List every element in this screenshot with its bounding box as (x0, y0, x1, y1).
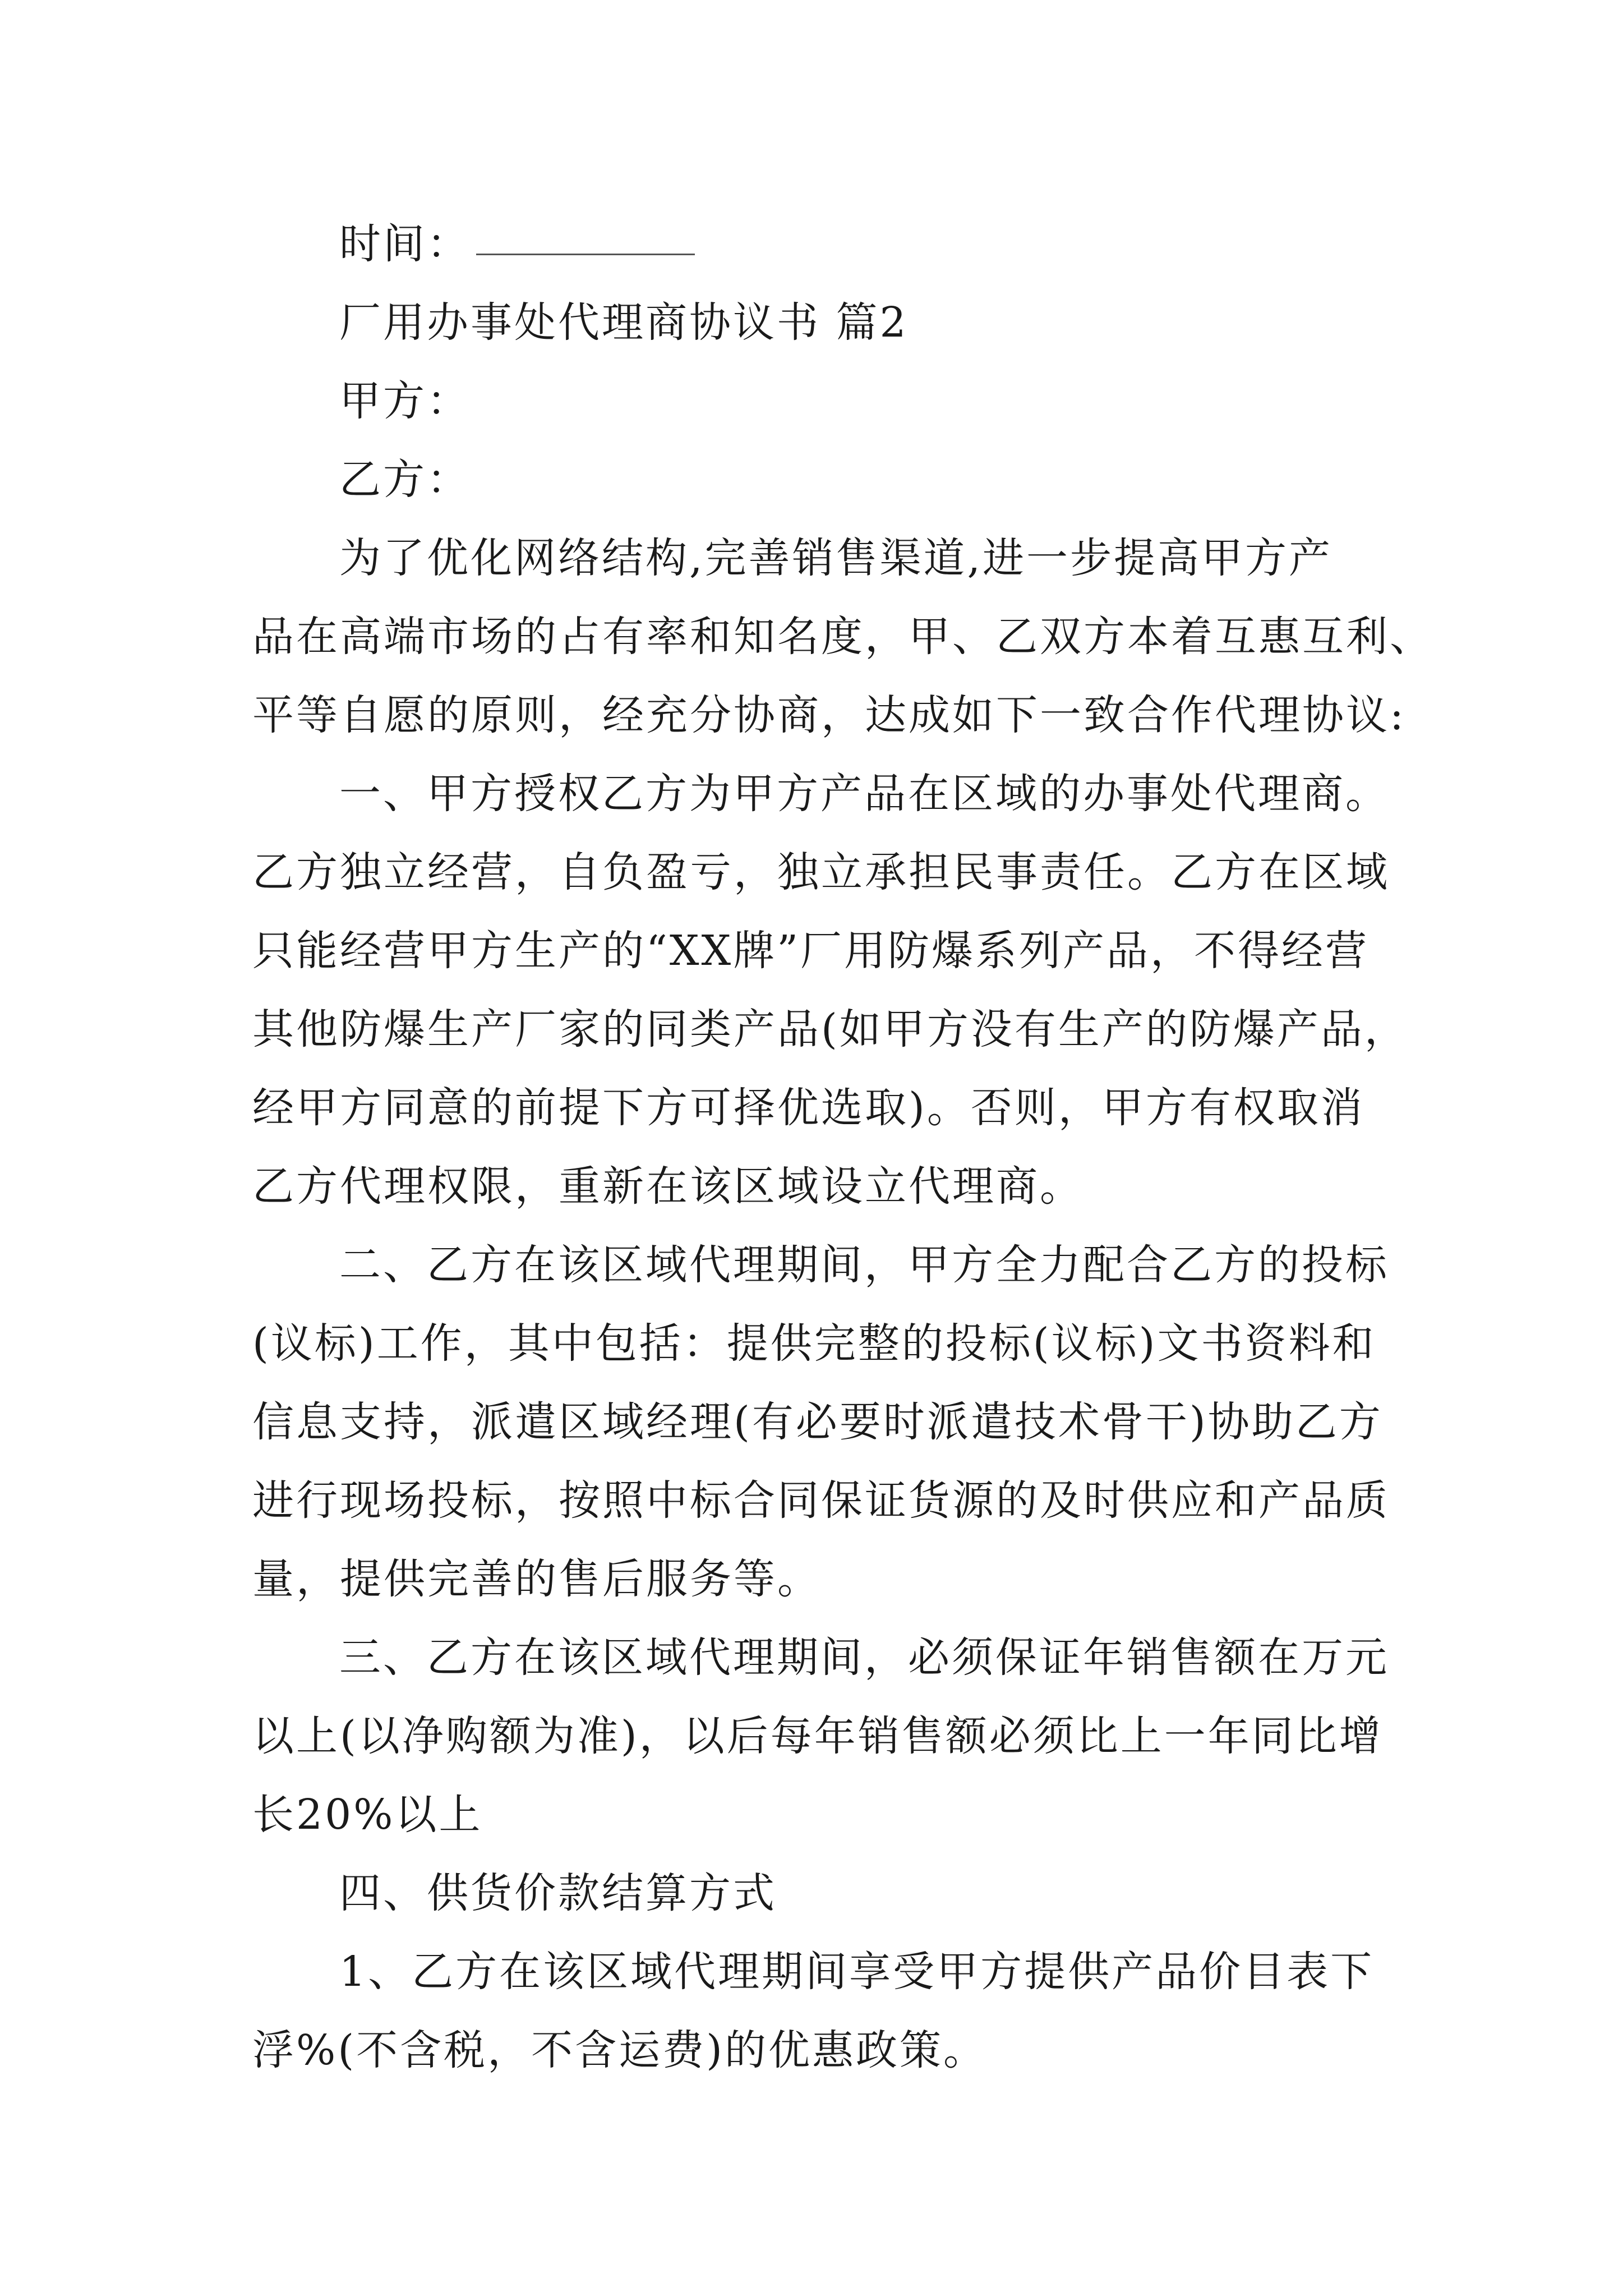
party-a-label: 甲方： (339, 377, 471, 425)
paragraph-line: 为了优化网络结构,完善销售渠道,进一步提高甲方产 (339, 534, 1333, 582)
paragraph-line: 一、甲方授权乙方为甲方产品在区域的办事处代理商。 (339, 770, 1389, 818)
time-blank (476, 252, 695, 255)
paragraph-line: 进行现场投标，按照中标合同保证货源的及时供应和产品质 (252, 1476, 1390, 1525)
paragraph-line: 只能经营甲方生产的“XX牌”厂用防爆系列产品，不得经营 (252, 927, 1370, 975)
section-heading: 四、供货价款结算方式 (339, 1869, 777, 1917)
paragraph-line: 乙方代理权限，重新在该区域设立代理商。 (252, 1162, 1083, 1211)
paragraph-line: 其他防爆生产厂家的同类产品(如甲方没有生产的防爆产品， (252, 1005, 1408, 1053)
paragraph-line: 经甲方同意的前提下方可择优选取)。否则，甲方有权取消 (252, 1084, 1364, 1132)
paragraph-line: 量，提供完善的售后服务等。 (252, 1555, 821, 1603)
time-label: 时间： (339, 220, 471, 268)
paragraph-line: 平等自愿的原则，经充分协商，达成如下一致合作代理协议: (252, 691, 1406, 739)
paragraph-line: 1、乙方在该区域代理期间享受甲方提供产品价目表下 (339, 1948, 1375, 1996)
paragraph-line: 三、乙方在该区域代理期间，必须保证年销售额在万元 (339, 1634, 1389, 1682)
paragraph-line: 以上(以净购额为准)，以后每年销售额必须比上一年同比增 (252, 1712, 1383, 1760)
party-b-label: 乙方： (339, 455, 471, 504)
paragraph-line: 二、乙方在该区域代理期间，甲方全力配合乙方的投标 (339, 1241, 1389, 1289)
time-line (339, 205, 1489, 283)
paragraph-line: 品在高端市场的占有率和知名度，甲、乙双方本着互惠互利、 (252, 613, 1433, 661)
paragraph-line: 长20%以上 (252, 1791, 483, 1839)
document-title: 厂用办事处代理商协议书 篇2 (339, 298, 909, 347)
paragraph-line: 乙方独立经营，自负盈亏，独立承担民事责任。乙方在区域 (252, 848, 1390, 896)
paragraph-line: 浮%(不含税，不含运费)的优惠政策。 (252, 2026, 988, 2074)
paragraph-line: (议标)工作，其中包括：提供完整的投标(议标)文书资料和 (252, 1319, 1376, 1368)
paragraph-line: 信息支持，派遣区域经理(有必要时派遣技术骨干)协助乙方 (252, 1398, 1383, 1446)
